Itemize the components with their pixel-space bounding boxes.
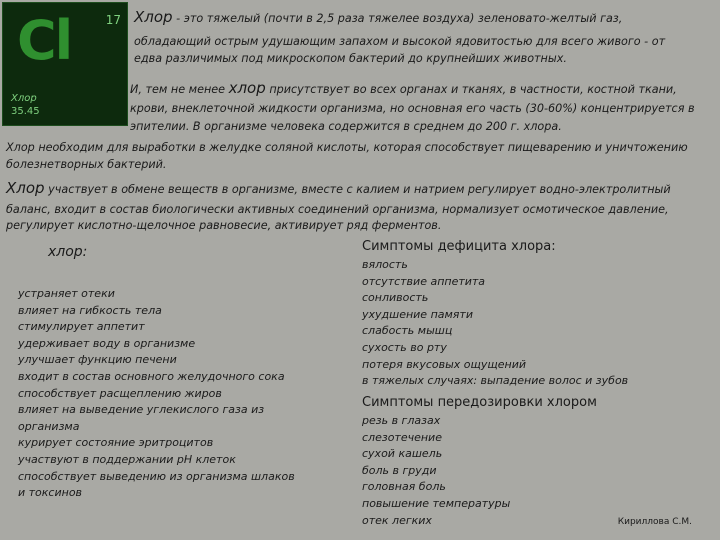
list-item: сухой кашель <box>362 447 443 461</box>
list-item: улучшает функцию печени <box>18 353 177 367</box>
intro-title: Хлор <box>134 8 173 26</box>
list-item: устраняет отеки <box>18 287 115 300</box>
list-item: сухость во рту <box>362 340 447 354</box>
atomic-number: 17 <box>105 13 121 27</box>
p3-line-1: Хлор необходим для выработки в желудке соляной кислоты, которая способствует пищеварению и уничтожению <box>6 141 688 154</box>
list-item: способствует расщеплению жиров <box>18 386 222 400</box>
element-tile <box>2 2 128 126</box>
atomic-mass: 35.45 <box>11 106 40 117</box>
p4-line-1 <box>6 180 716 198</box>
list-item: боль в груди <box>362 463 437 477</box>
element-symbol: Cl <box>17 9 72 72</box>
list-item: курирует состояние эритроцитов <box>18 436 214 450</box>
list-item: входит в состав основного желудочного сока <box>18 369 285 383</box>
list-item: слезотечение <box>362 430 442 444</box>
element-name: Хлор <box>11 93 37 104</box>
p3-line-2: болезнетворных бактерий. <box>6 158 167 171</box>
list-item: ухудшение памяти <box>362 307 473 321</box>
list-item: стимулирует аппетит <box>18 320 145 334</box>
list-item: в тяжелых случаях: выпадение волос и зубов <box>362 374 629 388</box>
p2-lead: И, тем не менее <box>130 83 229 96</box>
p4-line-2: баланс, входит в состав биологически активных соединений организма, нормализует осмотическое давление, <box>6 203 669 216</box>
p4-line-3: регулирует кислотно-щелочное равновесие, активирует ряд ферментов. <box>6 219 442 232</box>
list-item: головная боль <box>362 480 446 494</box>
list-item: влияет на гибкость тела <box>18 303 162 317</box>
intro-text-3: едва различимых под микроскопом бактерий до крупнейших животных. <box>134 52 567 65</box>
p2-line-2: крови, внеклеточной жидкости организма, но основная его часть (30-60%) концентрируется в <box>130 102 695 115</box>
list-item: повышение температуры <box>362 496 511 510</box>
deficit-heading: Симптомы дефицита хлора: <box>362 239 556 254</box>
list-item: слабость мышц <box>362 324 453 338</box>
list-item: резь в глазах <box>362 414 441 427</box>
list-item: потеря вкусовых ощущений <box>362 357 527 371</box>
list-item: влияет на выведение углекислого газа из <box>18 403 265 417</box>
chlorine-effects-list <box>18 286 338 502</box>
p2-line-1 <box>130 80 716 98</box>
p2-rest: присутствует во всех органах и тканях, в частности, костной ткани, <box>265 83 677 96</box>
intro-line-1 <box>134 9 714 27</box>
p4-text-1: участвует в обмене веществ в организме, вместе с калием и натрием регулирует водно-электролитный <box>44 183 671 196</box>
p2-line-3: эпителии. В организме человека содержится в среднем до 200 г. хлора. <box>130 120 562 133</box>
intro-text-1: - это тяжелый (почти в 2,5 раза тяжелее воздуха) зеленовато-желтый газ, <box>172 12 623 25</box>
left-heading: хлор: <box>48 244 88 260</box>
list-item: вялость <box>362 258 408 271</box>
list-item: удерживает воду в организме <box>18 336 196 350</box>
list-item: отек легких <box>362 513 432 527</box>
p2-keyword: хлор <box>228 79 266 97</box>
list-item: участвуют в поддержании pH клеток <box>18 452 236 466</box>
p4-keyword: Хлор <box>6 179 45 197</box>
author-credit: Кириллова С.М. <box>617 517 692 527</box>
list-item: организма <box>18 419 80 433</box>
deficit-list <box>362 257 712 390</box>
list-item: сонливость <box>362 291 429 305</box>
intro-text-2: обладающий острым удушающим запахом и высокой ядовитостью для всего живого - от <box>134 35 666 48</box>
list-item: способствует выведению из организма шлаков <box>18 469 295 483</box>
list-item: и токсинов <box>18 486 83 500</box>
list-item: отсутствие аппетита <box>362 274 486 288</box>
overdose-heading: Симптомы передозировки хлором <box>362 395 597 410</box>
overdose-list <box>362 413 712 529</box>
